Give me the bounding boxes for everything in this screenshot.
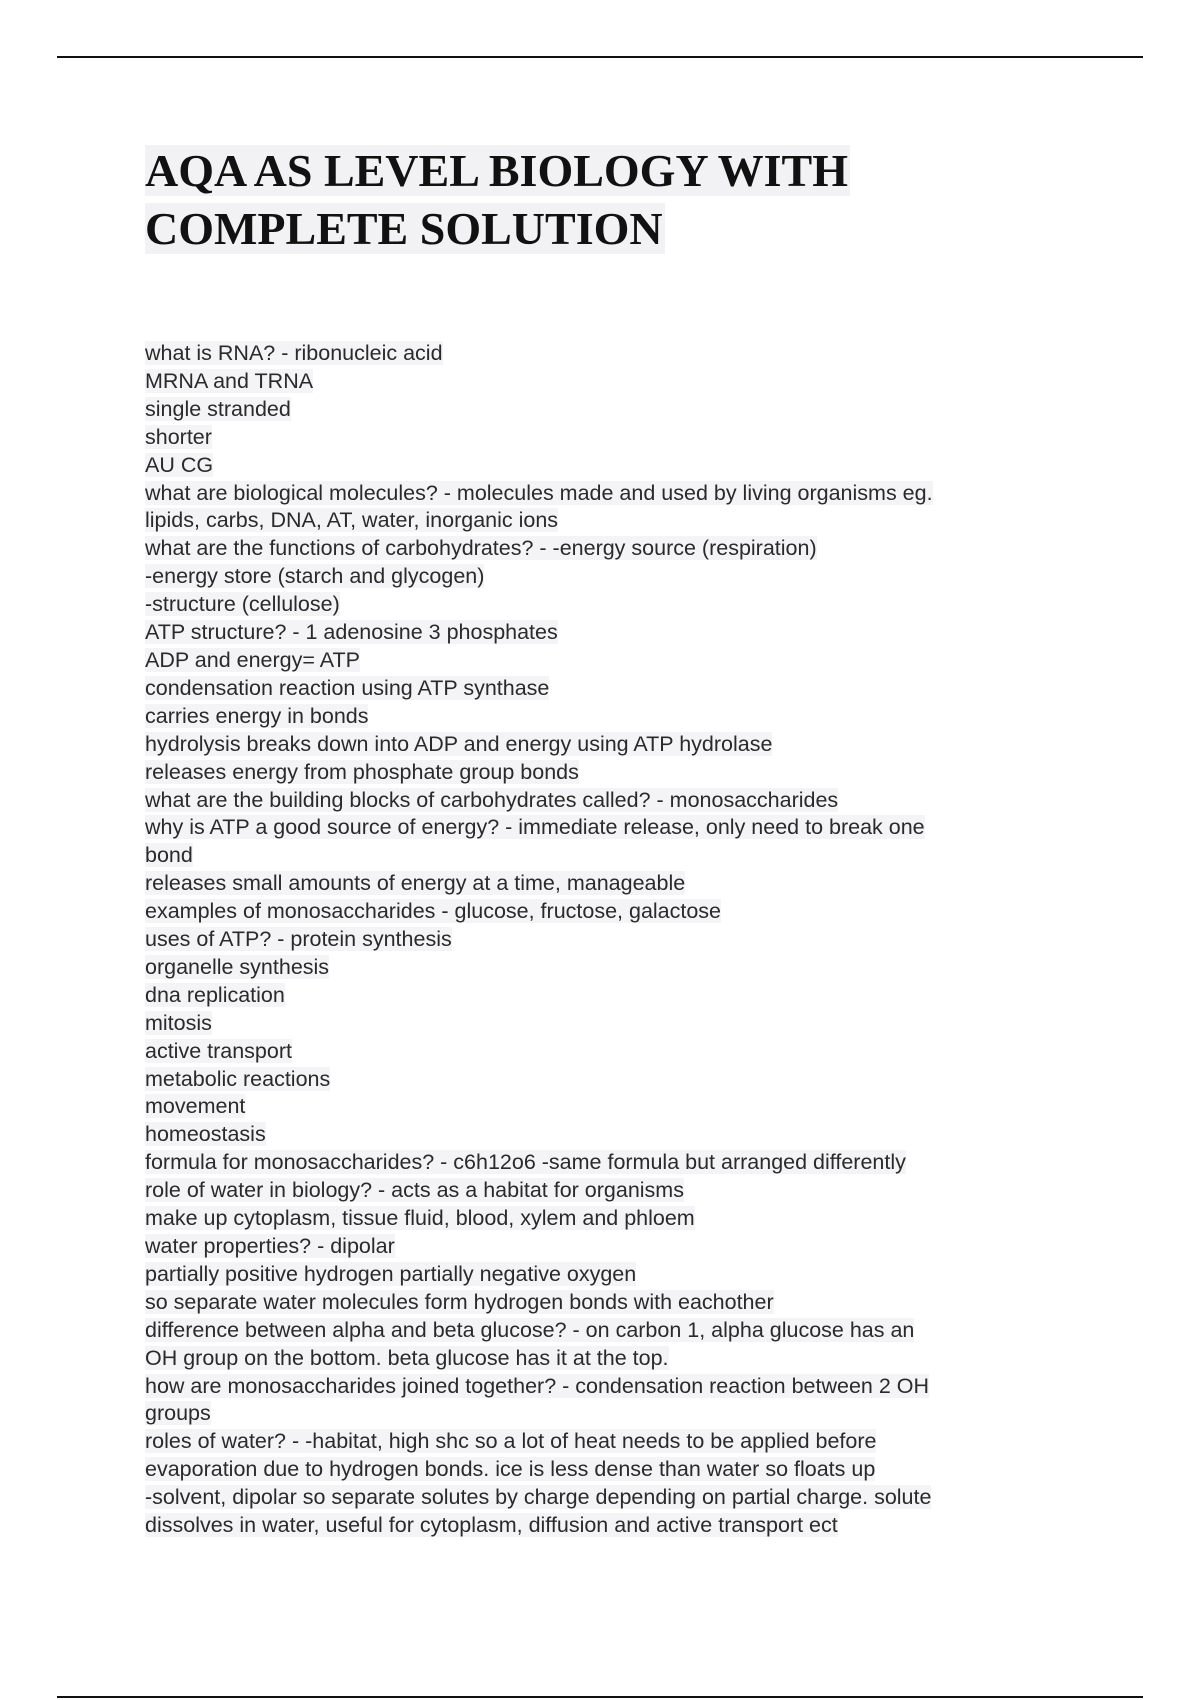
text-line (145, 1038, 1045, 1066)
text-line (145, 1317, 1045, 1345)
text-line-content: AU CG (145, 452, 214, 477)
text-line-content: partially positive hydrogen partially negative oxygen (145, 1261, 637, 1286)
text-line-content: organelle synthesis (145, 954, 330, 979)
text-line (145, 1066, 1045, 1094)
text-line-content: OH group on the bottom. beta glucose has it at the top. (145, 1345, 669, 1370)
text-line-content: shorter (145, 424, 212, 449)
text-line-content: hydrolysis breaks down into ADP and energy using ATP hydrolase (145, 731, 773, 756)
text-line (145, 731, 1045, 759)
text-line (145, 368, 1045, 396)
text-line-content: water properties? - dipolar (145, 1234, 395, 1258)
document-body (145, 340, 1045, 1540)
text-line-content: role of water in biology? - acts as a habitat for organisms (145, 1178, 684, 1203)
text-line (145, 1484, 1045, 1512)
text-line-content: why is ATP a good source of energy? - immediate release, only need to break one (145, 815, 925, 840)
text-line-content: formula for monosaccharides? - c6h12o6 -same formula but arranged differently (145, 1150, 906, 1175)
text-line (145, 1373, 1045, 1401)
bottom-rule (57, 1696, 1143, 1698)
text-line-content: carries energy in bonds (145, 703, 369, 728)
text-line (145, 1121, 1045, 1149)
text-line (145, 1205, 1045, 1233)
text-line-content: -structure (cellulose) (145, 592, 340, 617)
text-line (145, 898, 1045, 926)
text-line (145, 591, 1045, 619)
text-line-content: so separate water molecules form hydrogen bonds with eachother (145, 1289, 774, 1314)
title-line (145, 200, 1045, 258)
top-rule (57, 56, 1143, 58)
text-line-content: difference between alpha and beta glucose? - on carbon 1, alpha glucose has an (145, 1317, 915, 1342)
text-line (145, 1289, 1045, 1317)
text-line (145, 1149, 1045, 1177)
text-line (145, 340, 1045, 368)
text-line (145, 647, 1045, 675)
text-line (145, 1177, 1045, 1205)
text-line-content: groups (145, 1401, 211, 1426)
text-line-content: lipids, carbs, DNA, AT, water, inorganic ions (145, 508, 559, 533)
text-line-content: what are the functions of carbohydrates? - -energy source (respiration) (145, 536, 817, 561)
text-line (145, 787, 1045, 815)
text-line (145, 842, 1045, 870)
text-line-content: single stranded (145, 396, 291, 421)
text-line-content: examples of monosaccharides - glucose, fructose, galactose (145, 899, 722, 924)
text-line-content: movement (145, 1094, 246, 1119)
text-line (145, 480, 1045, 508)
text-line (145, 814, 1045, 842)
text-line (145, 424, 1045, 452)
text-line (145, 1456, 1045, 1484)
text-line (145, 675, 1045, 703)
text-line (145, 1512, 1045, 1540)
text-line (145, 954, 1045, 982)
text-line-content: homeostasis (145, 1122, 266, 1147)
text-line-content: mitosis (145, 1010, 212, 1035)
text-line (145, 396, 1045, 424)
text-line-content: what is RNA? - ribonucleic acid (145, 341, 443, 365)
text-line (145, 1010, 1045, 1038)
text-line (145, 452, 1045, 480)
text-line-content: ATP structure? - 1 adenosine 3 phosphates (145, 620, 558, 645)
title-line-text: COMPLETE SOLUTION (145, 203, 663, 254)
text-line (145, 507, 1045, 535)
text-line (145, 1233, 1045, 1261)
text-line-content: what are biological molecules? - molecules made and used by living organisms eg. (145, 480, 933, 505)
text-line-content: make up cytoplasm, tissue fluid, blood, xylem and phloem (145, 1206, 695, 1231)
text-line-content: -energy store (starch and glycogen) (145, 564, 485, 589)
text-line-content: dna replication (145, 982, 285, 1007)
text-line-content: condensation reaction using ATP synthase (145, 675, 550, 700)
text-line (145, 535, 1045, 563)
text-line-content: -solvent, dipolar so separate solutes by charge depending on partial charge. solute (145, 1485, 932, 1510)
title-line-text: AQA AS LEVEL BIOLOGY WITH (145, 145, 849, 196)
text-line-content: active transport (145, 1038, 292, 1063)
title-line (145, 142, 1045, 200)
text-line-content: evaporation due to hydrogen bonds. ice is less dense than water so floats up (145, 1457, 876, 1482)
text-line (145, 1345, 1045, 1373)
text-line (145, 759, 1045, 787)
text-line-content: metabolic reactions (145, 1066, 331, 1091)
text-line (145, 1400, 1045, 1428)
text-line (145, 563, 1045, 591)
text-line (145, 1428, 1045, 1456)
text-line-content: uses of ATP? - protein synthesis (145, 927, 452, 952)
document-title (145, 142, 1045, 258)
text-line (145, 926, 1045, 954)
text-line (145, 1261, 1045, 1289)
text-line-content: roles of water? - -habitat, high shc so a lot of heat needs to be applied before (145, 1429, 877, 1454)
text-line (145, 870, 1045, 898)
text-line (145, 1093, 1045, 1121)
text-line-content: how are monosaccharides joined together? - condensation reaction between 2 OH (145, 1373, 930, 1398)
text-line (145, 703, 1045, 731)
text-line-content: ADP and energy= ATP (145, 647, 360, 672)
text-line-content: what are the building blocks of carbohydrates called? - monosaccharides (145, 787, 839, 812)
text-line-content: dissolves in water, useful for cytoplasm, diffusion and active transport ect (145, 1513, 838, 1538)
text-line-content: MRNA and TRNA (145, 368, 314, 393)
text-line-content: releases small amounts of energy at a time, manageable (145, 871, 686, 896)
text-line-content: releases energy from phosphate group bonds (145, 759, 579, 784)
text-line-content: bond (145, 843, 193, 868)
text-line (145, 982, 1045, 1010)
text-line (145, 619, 1045, 647)
